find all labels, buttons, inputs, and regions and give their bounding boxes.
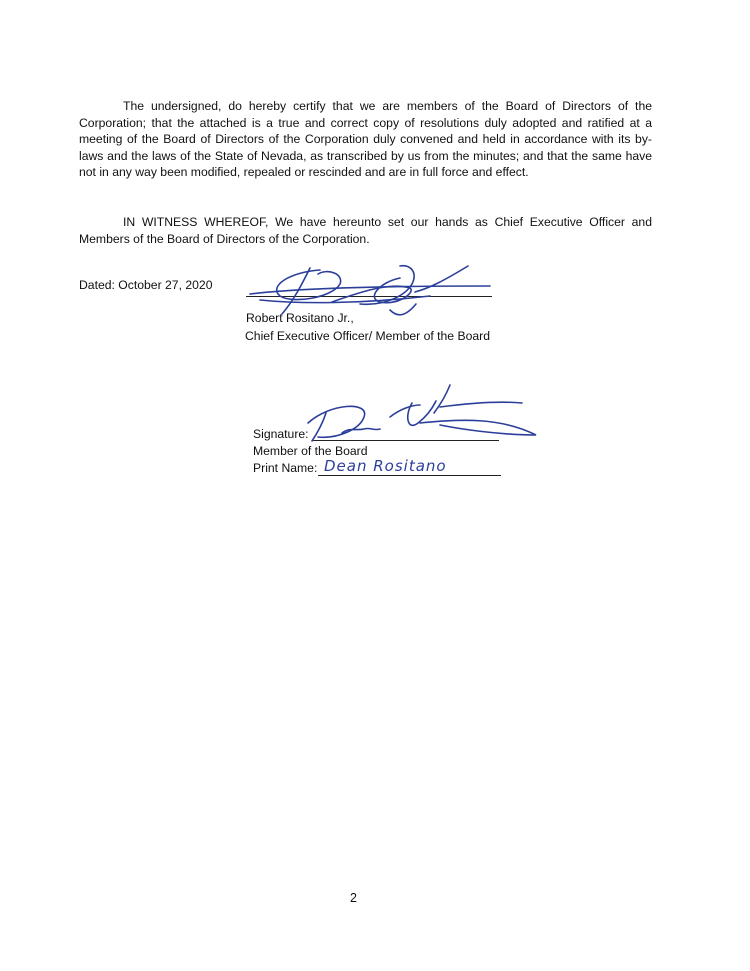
dated-line: Dated: October 27, 2020 xyxy=(79,278,213,292)
member-signature xyxy=(300,383,540,448)
signature-label: Signature: xyxy=(253,427,309,441)
print-name-line xyxy=(318,475,501,476)
print-name-value: Dean Rositano xyxy=(324,457,447,475)
member-role: Member of the Board xyxy=(253,444,368,458)
witness-paragraph: IN WITNESS WHEREOF, We have hereunto set our hands as Chief Executive Officer and Members of the Board of Directors of the Corporation. xyxy=(79,215,652,246)
certification-paragraph: The undersigned, do hereby certify that we are members of the Board of Directors of the Corporation; that the attached is a true and correct copy of resolutions duly adopted and ratified at a meeting of the Board of Directors of the Corporation duly convened and held in accordance with its by-laws and the laws of the State of Nevada, as transcribed by us from the minutes; and that the same have not in any way been modified, repealed or rescinded and are in full force and effect. xyxy=(79,99,652,179)
ceo-name: Robert Rositano Jr., xyxy=(246,311,354,325)
ceo-title: Chief Executive Officer/ Member of the Board xyxy=(245,329,490,343)
page-number: 2 xyxy=(350,891,357,905)
print-name-label: Print Name: xyxy=(253,461,318,475)
